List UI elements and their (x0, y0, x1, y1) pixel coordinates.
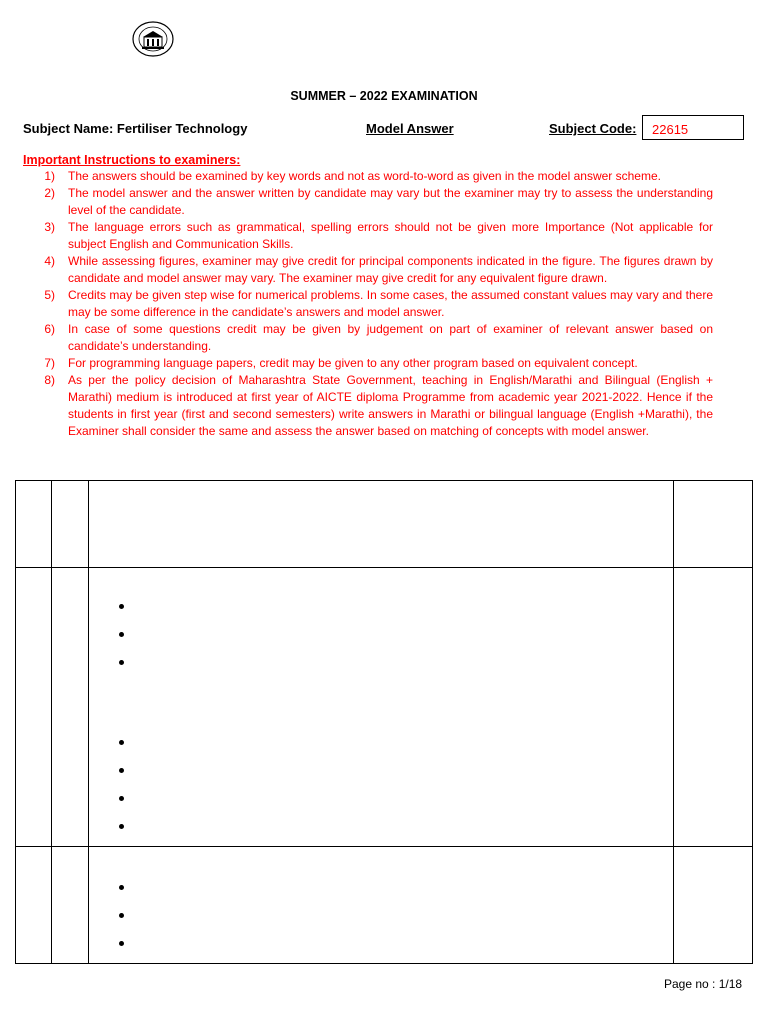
subject-name: Subject Name: Fertiliser Technology (23, 121, 248, 136)
answer-cell (89, 568, 674, 847)
model-answer-label: Model Answer (366, 121, 454, 136)
sub-question-cell (52, 847, 89, 964)
instruction-number: 3) (44, 220, 55, 234)
list-item (89, 654, 673, 682)
instruction-number: 8) (44, 373, 55, 387)
answer-cell (89, 847, 674, 964)
instruction-item (23, 321, 713, 355)
instructions-list (23, 168, 713, 440)
question-number-cell (16, 847, 52, 964)
instruction-number: 7) (44, 356, 55, 370)
instruction-text: In case of some questions credit may be given by judgement on part of examiner of relevant answer based on candidate’s understanding. (68, 322, 713, 353)
instruction-item (23, 372, 713, 440)
instruction-item (23, 253, 713, 287)
subject-code-value: 22615 (642, 115, 744, 140)
bullet-list (89, 598, 673, 682)
instruction-item (23, 168, 713, 185)
instruction-item (23, 355, 713, 372)
list-item (89, 790, 673, 818)
bullet-list (89, 734, 673, 846)
sub-question-cell (52, 481, 89, 568)
list-item (89, 907, 673, 935)
list-item (89, 598, 673, 626)
question-number-cell (16, 481, 52, 568)
list-item (89, 762, 673, 790)
list-item (89, 818, 673, 846)
instruction-number: 5) (44, 288, 55, 302)
marks-cell (674, 481, 753, 568)
instruction-text: The language errors such as grammatical, spelling errors should not be given more Importance (Not applicable for subject English and Communication Skills. (68, 220, 713, 251)
instruction-text: While assessing figures, examiner may give credit for principal components indicated in the figure. The figures drawn by candidate and model answer may vary. The examiner may give credit for any equivalent figure drawn. (68, 254, 713, 285)
instructions-heading: Important Instructions to examiners: (23, 153, 241, 167)
instruction-text: Credits may be given step wise for numerical problems. In some cases, the assumed constant values may vary and there may be some difference in the candidate’s answers and model answer. (68, 288, 713, 319)
instruction-text: The model answer and the answer written by candidate may vary but the examiner may try to assess the understanding level of the candidate. (68, 186, 713, 217)
list-item (89, 734, 673, 762)
answer-cell (89, 481, 674, 568)
list-item (89, 879, 673, 907)
instruction-text: For programming language papers, credit may be given to any other program based on equivalent concept. (68, 356, 638, 370)
table-row (16, 481, 753, 568)
marks-cell (674, 568, 753, 847)
instruction-text: The answers should be examined by key words and not as word-to-word as given in the model answer scheme. (68, 169, 661, 183)
instruction-number: 2) (44, 186, 55, 200)
question-number-cell (16, 568, 52, 847)
instruction-item (23, 185, 713, 219)
exam-title: SUMMER – 2022 EXAMINATION (290, 89, 478, 103)
instruction-text: As per the policy decision of Maharashtra State Government, teaching in English/Marathi and Bilingual (English + Marathi) medium is introduced at first year of AICTE diploma Programme from academic year 2021-2022. Hence if the students in first year (first and second semesters) write answers in Marathi or bilingual language (English +Marathi), the Examiner shall consider the same and assess the answer based on matching of concepts with model answer. (68, 373, 713, 438)
marks-cell (674, 847, 753, 964)
university-seal-icon (130, 20, 176, 58)
bullet-list (89, 879, 673, 963)
instruction-number: 6) (44, 322, 55, 336)
table-row (16, 847, 753, 964)
instruction-number: 4) (44, 254, 55, 268)
instruction-number: 1) (44, 169, 55, 183)
answer-table (15, 480, 753, 964)
instruction-item (23, 287, 713, 321)
sub-question-cell (52, 568, 89, 847)
table-row (16, 568, 753, 847)
list-item (89, 935, 673, 963)
instruction-item (23, 219, 713, 253)
list-item (89, 626, 673, 654)
page-number: Page no : 1/18 (664, 977, 743, 991)
subject-code-label: Subject Code: (549, 121, 637, 136)
